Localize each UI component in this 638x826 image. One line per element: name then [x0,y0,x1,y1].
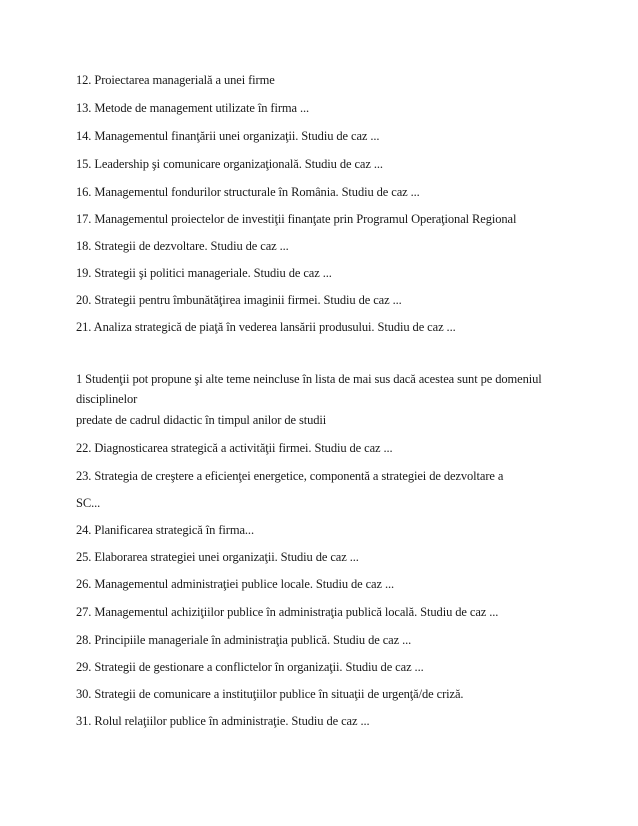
list-item: 26. Managementul administraţiei publice locale. Studiu de caz ... [76,577,395,591]
list-item: 31. Rolul relaţiilor publice în administraţie. Studiu de caz ... [76,714,370,728]
list-item: 20. Strategii pentru îmbunătăţirea imaginii firmei. Studiu de caz ... [76,293,402,307]
list-item: 13. Metode de management utilizate în firma ... [76,101,310,115]
list-item: 27. Managementul achiziţiilor publice în administraţia publică locală. Studiu de caz ... [76,605,499,619]
list-item: 30. Strategii de comunicare a instituţiilor publice în situaţii de urgenţă/de criză. [76,687,464,701]
list-item: 25. Elaborarea strategiei unei organizaţii. Studiu de caz ... [76,550,359,564]
footnote: 1 Studenţii pot propune şi alte teme neincluse în lista de mai sus dacă acestea sunt pe domeniul disciplinelor [76,372,542,406]
list-item: 19. Strategii şi politici manageriale. Studiu de caz ... [76,266,332,280]
list-item: 22. Diagnosticarea strategică a activităţii firmei. Studiu de caz ... [76,441,393,455]
list-item: 17. Managementul proiectelor de investiţii finanţate prin Programul Operaţional Regional [76,212,517,226]
list-item-continuation: SC... [76,496,101,510]
list-item: 21. Analiza strategică de piaţă în vederea lansării produsului. Studiu de caz ... [76,320,456,334]
list-item: 12. Proiectarea managerială a unei firme [76,73,275,87]
footnote-continuation: predate de cadrul didactic în timpul anilor de studii [76,413,327,427]
list-item: 16. Managementul fondurilor structurale în România. Studiu de caz ... [76,185,420,199]
list-item: 24. Planificarea strategică în firma... [76,523,254,537]
list-item: 29. Strategii de gestionare a conflictelor în organizaţii. Studiu de caz ... [76,660,424,674]
list-item: 28. Principiile manageriale în administraţia publică. Studiu de caz ... [76,633,412,647]
list-item: 14. Managementul finanţării unei organizaţii. Studiu de caz ... [76,129,380,143]
list-item: 18. Strategii de dezvoltare. Studiu de caz ... [76,239,289,253]
list-item: 15. Leadership şi comunicare organizaţională. Studiu de caz ... [76,157,383,171]
list-item: 23. Strategia de creştere a eficienţei energetice, componentă a strategiei de dezvoltare a [76,469,504,483]
